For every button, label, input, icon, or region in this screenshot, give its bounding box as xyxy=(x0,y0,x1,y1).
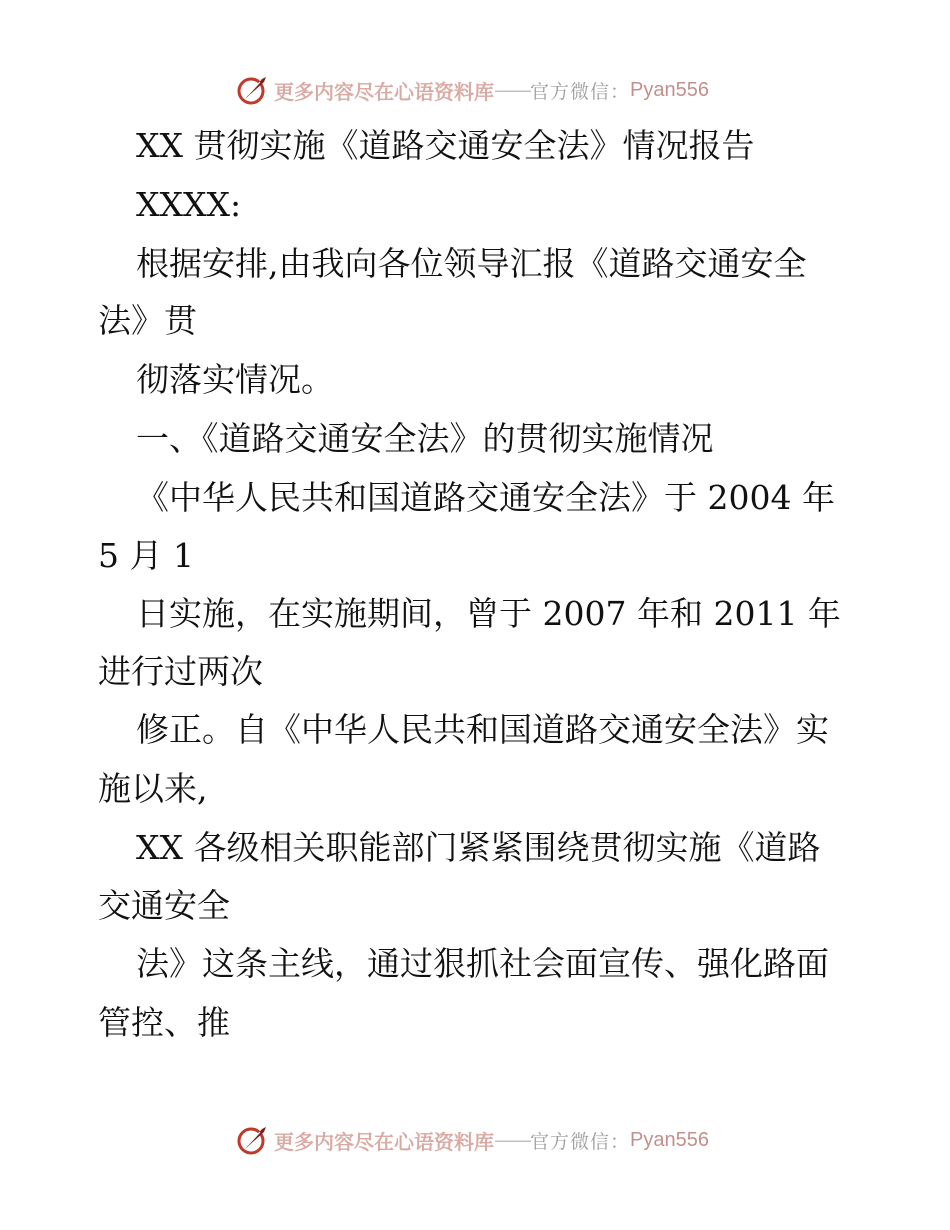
paragraph-line: 彻落实情况。 xyxy=(136,360,334,399)
watermark-official-label: 官方微信： xyxy=(530,1130,631,1153)
watermark-main-text: 更多内容尽在心语资料库 xyxy=(274,1129,494,1154)
paragraph-line: 5 月 1 xyxy=(98,536,194,575)
watermark-main-text: 更多内容尽在心语资料库 xyxy=(274,79,494,104)
paragraph-line: 法》贯 xyxy=(98,301,197,340)
watermark-header xyxy=(236,72,709,108)
paragraph-line: 日实施，在实施期间，曾于 2007 年和 2011 年 xyxy=(136,594,841,633)
paragraph-line: 交通安全 xyxy=(98,886,230,925)
paragraph-line: 法》这条主线，通过狠抓社会面宣传、强化路面 xyxy=(136,944,829,983)
quill-pen-circle-logo-icon xyxy=(236,1123,270,1157)
document-title: XX 贯彻实施《道路交通安全法》情况报告 xyxy=(136,126,755,165)
paragraph-line: 管控、推 xyxy=(98,1003,230,1042)
paragraph-line: 《中华人民共和国道路交通安全法》于 2004 年 xyxy=(136,478,835,517)
quill-pen-circle-logo-icon xyxy=(236,73,270,107)
paragraph-line: 根据安排,由我向各位领导汇报《道路交通安全 xyxy=(136,244,807,283)
watermark-footer xyxy=(236,1122,709,1158)
paragraph-line: 修正。自《中华人民共和国道路交通安全法》实 xyxy=(136,710,829,749)
paragraph-line: 施以来, xyxy=(98,769,208,808)
paragraph-line: 进行过两次 xyxy=(98,652,263,691)
document-salutation: XXXX: xyxy=(136,185,242,224)
paragraph-line: XX 各级相关职能部门紧紧围绕贯彻实施《道路 xyxy=(136,828,821,867)
watermark-wechat-id: Pyan556 xyxy=(630,1128,709,1151)
section-heading: 一、《道路交通安全法》的贯彻实施情况 xyxy=(136,419,714,458)
watermark-official-label: 官方微信： xyxy=(530,80,631,103)
watermark-dash: —— xyxy=(494,78,530,102)
watermark-wechat-id: Pyan556 xyxy=(630,78,709,101)
watermark-dash: —— xyxy=(494,1128,530,1152)
